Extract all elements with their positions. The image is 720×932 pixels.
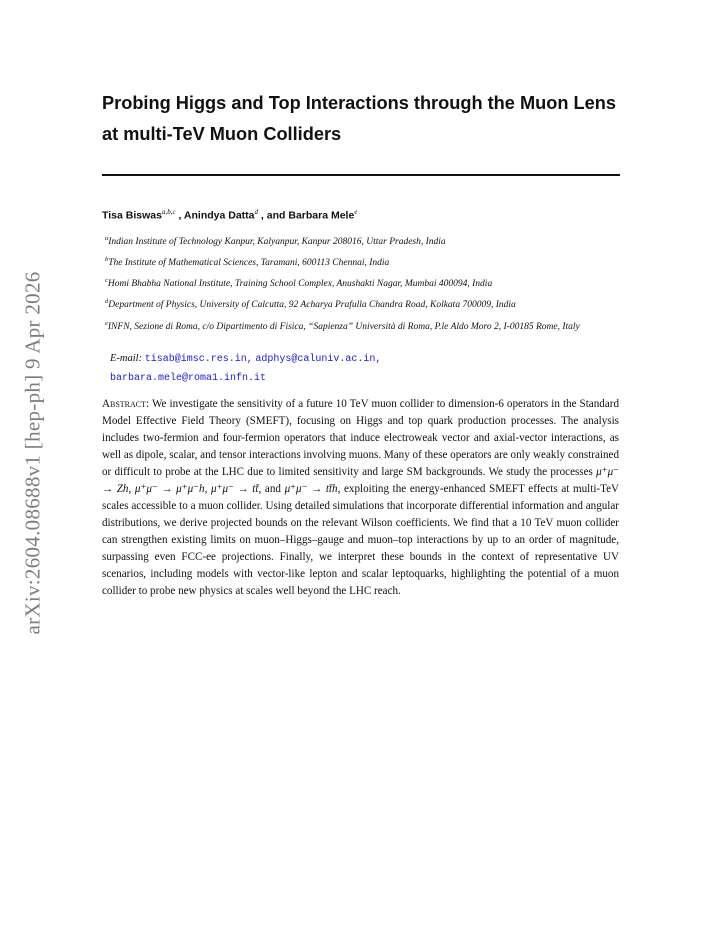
- email-link[interactable]: tisab@imsc.res.in,: [144, 354, 253, 365]
- process-formula: μ⁺μ⁻ → Zh: [102, 466, 619, 495]
- author-name: Tisa Biswas: [102, 209, 162, 222]
- author-affiliation-marks: d: [254, 208, 259, 216]
- affiliation-item: [102, 252, 624, 271]
- email-link[interactable]: barbara.mele@roma1.infn.it: [110, 373, 267, 384]
- abstract-separator: , and: [258, 483, 285, 495]
- paper-title: Probing Higgs and Top Interactions through the Muon Lens at multi-TeV Muon Colliders: [102, 93, 616, 144]
- author-name: Barbara Mele: [288, 209, 355, 222]
- affiliation-item: [102, 316, 624, 335]
- affiliation-item: [102, 273, 624, 292]
- process-formula: μ⁺μ⁻ → tt̄h: [284, 483, 338, 495]
- abstract: [102, 396, 619, 600]
- affiliation-list: [102, 231, 624, 337]
- email-block: [110, 350, 610, 388]
- author-affiliation-marks: a,b,c: [161, 208, 176, 216]
- affiliation-text: Indian Institute of Technology Kanpur, Kalyanpur, Kanpur 208016, Uttar Pradesh, India: [108, 237, 446, 248]
- affiliation-text: INFN, Sezione di Roma, c/o Dipartimento di Fisica, “Sapienza” Università di Roma, P.le Aldo Moro 2, I-00185 Rome, Italy: [107, 321, 580, 332]
- title-rule: [102, 174, 620, 176]
- arxiv-identifier-stamp[interactable]: [18, 260, 48, 645]
- affiliation-mark: d: [105, 298, 109, 306]
- author-separator: ,: [175, 209, 184, 222]
- email-link[interactable]: adphys@caluniv.ac.in,: [255, 354, 382, 365]
- author-affiliation-marks: e: [354, 208, 358, 216]
- affiliation-mark: a: [105, 235, 109, 242]
- author-name: Anindya Datta: [183, 209, 255, 222]
- affiliation-mark: e: [105, 319, 108, 327]
- email-label: E-mail:: [110, 353, 143, 364]
- arxiv-identifier-text: arXiv:2604.08688v1 [hep-ph] 9 Apr 2026: [20, 270, 45, 635]
- author-separator: , and: [258, 209, 289, 222]
- process-formula: μ⁺μ⁻ → tt̄: [211, 483, 259, 495]
- abstract-text: We investigate the sensitivity of a future 10 TeV muon collider to dimension-6 operators in the Standard Model Effective Field Theory (SMEFT), focusing on Higgs and top quark production processes. The analysis includes two-fermion and four-fermion operators that induce electroweak vector and axial-vector interactions, as well as dipole, scalar, and tensor interactions involving muons. Many of these operators are only weakly constrained or difficult to probe at the LHC due to limited sensitivity and large SM backgrounds. We study the processes: [102, 398, 619, 478]
- affiliation-text: The Institute of Mathematical Sciences, Taramani, 600113 Chennai, India: [108, 258, 390, 269]
- affiliation-mark: c: [105, 277, 108, 285]
- affiliation-item: [102, 231, 624, 250]
- affiliation-text: Homi Bhabha National Institute, Training School Complex, Anushakti Nagar, Mumbai 400094, India: [107, 279, 493, 290]
- process-formula: μ⁺μ⁻ → μ⁺μ⁻h: [134, 483, 205, 495]
- abstract-text: , exploiting the energy-enhanced SMEFT effects at multi-TeV scales accessible to a muon collider. Using detailed simulations that incorporate differential information and angular distributions, we derive projected bounds on the relevant Wilson coefficients. We find that a 10 TeV muon collider can strengthen existing limits on muon–Higgs–gauge and muon–top interactions by up to an order of magnitude, surpassing even FCC-ee projections. Finally, we interpret these bounds in the context of representative UV scenarios, including models with vector-like lepton and scalar leptoquarks, highlighting the potential of a muon collider to probe new physics at scales well beyond the LHC reach.: [102, 483, 620, 597]
- abstract-heading: Abstract:: [102, 398, 150, 410]
- affiliation-mark: b: [105, 256, 109, 264]
- affiliation-text: Department of Physics, University of Calcutta, 92 Acharya Prafulla Chandra Road, Kolkata 700009, India: [108, 300, 516, 311]
- abstract-separator: ,: [128, 483, 135, 495]
- abstract-separator: ,: [204, 483, 212, 495]
- affiliation-item: [102, 294, 624, 313]
- author-list: [102, 208, 622, 222]
